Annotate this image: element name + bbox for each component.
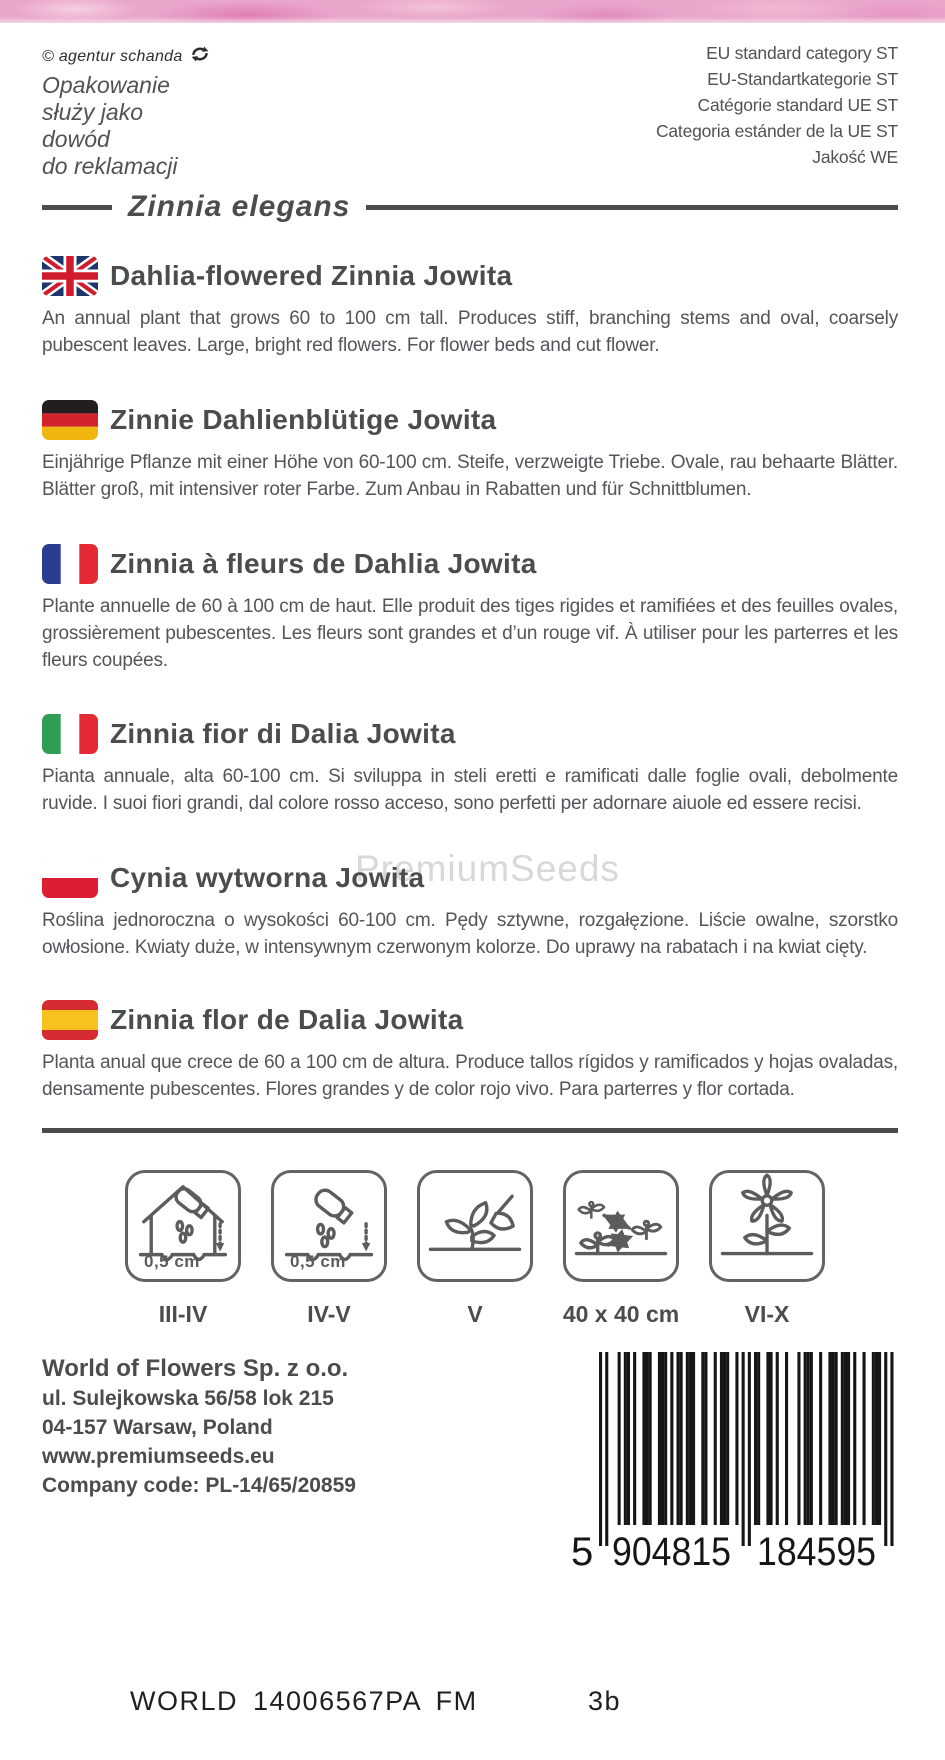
- producer-city: 04-157 Warsaw, Poland: [42, 1416, 273, 1439]
- section-title: Zinnia à fleurs de Dahlia Jowita: [110, 548, 537, 579]
- italy-flag-icon: [42, 714, 98, 754]
- section-description: Pianta annuale, alta 60-100 cm. Si sviluppa in steli eretti e ramificati dalle foglie ovali, debolmente ruvide. I suoi fiori grandi, dal colore rosso acceso, sono perfetti per adornare aiuole ed essere recisi.: [42, 766, 898, 814]
- section-italian-header: [42, 714, 898, 754]
- packaging-note-line: służy jako: [42, 99, 143, 125]
- producer-company-code: Company code: PL-14/65/20859: [42, 1474, 356, 1497]
- uk-flag-icon: [42, 256, 98, 296]
- section-italian: [42, 714, 898, 817]
- producer-website: www.premiumseeds.eu: [42, 1445, 275, 1468]
- pictogram-flowering: [709, 1170, 825, 1282]
- pictogram-label-sow-indoors: III-IV: [158, 1301, 208, 1327]
- species-title-row: [42, 190, 898, 224]
- section-title: Zinnia flor de Dalia Jowita: [110, 1004, 464, 1035]
- section-title: Dahlia-flowered Zinnia Jowita: [110, 260, 513, 291]
- section-title: Cynia wytworna Jowita: [110, 862, 425, 893]
- section-description: Planta anual que crece de 60 a 100 cm de altura. Produce tallos rígidos y ramificados y hojas ovaladas, densamente pubescentes. Flores grandes y de color rojo vivo. Para parterres y flor cortada.: [42, 1052, 898, 1100]
- sowing-depth-label: 0,5 cm: [290, 1252, 346, 1271]
- packaging-note-line: dowód: [42, 126, 110, 152]
- plant-out-icon: [420, 1173, 530, 1279]
- section-spanish: [42, 1000, 898, 1103]
- svg-text:904815: 904815: [612, 1530, 731, 1574]
- spain-flag-icon: [42, 1000, 98, 1040]
- premiumseeds-watermark: PremiumSeeds: [355, 848, 620, 889]
- plant-spacing-icon: [566, 1173, 676, 1279]
- pictogram-sow-outdoors: [271, 1170, 387, 1282]
- france-flag-icon: [42, 544, 98, 584]
- pictogram-label-plant-out: V: [467, 1301, 483, 1327]
- section-polish-header: [42, 858, 898, 898]
- section-description: An annual plant that grows 60 to 100 cm tall. Produces stiff, branching stems and oval, coarsely pubescent leaves. Large, bright red flowers. For flower beds and cut flower.: [42, 308, 898, 356]
- producer-name: World of Flowers Sp. z o.o.: [42, 1355, 349, 1382]
- eu-category-line: EU-Standartkategorie ST: [707, 69, 898, 89]
- section-description: Einjährige Pflanze mit einer Höhe von 60-100 cm. Steife, verzweigte Triebe. Ovale, rau behaarte Blätter. Blätter groß, mit intensiver roter Farbe. Zum Anbau in Rabatten und für Schnittblumen.: [42, 452, 898, 500]
- section-german: [42, 400, 898, 503]
- sowing-depth-label: 0,5 cm: [144, 1252, 200, 1271]
- eu-category-line: Catégorie standard UE ST: [697, 95, 898, 115]
- germany-flag-icon: [42, 400, 98, 440]
- eu-category-line: EU standard category ST: [706, 43, 898, 63]
- section-french-header: [42, 544, 898, 584]
- pictogram-plant-spacing: [563, 1170, 679, 1282]
- copyright-text: © agentur schanda: [42, 47, 183, 65]
- pictogram-label-sow-outdoors: IV-V: [307, 1301, 351, 1327]
- section-description: Roślina jednoroczna o wysokości 60-100 cm. Pędy sztywne, rozgałęzione. Liście owalne, szorstko owłosione. Kwiaty duże, w intensywnym czerwonym kolorze. Do uprawy na rabatach i na kwiat cięty.: [42, 910, 898, 958]
- section-description: Plante annuelle de 60 à 100 cm de haut. Elle produit des tiges rigides et ramifiées et des feuilles ovales, grossièrement pubescentes. Les fleurs sont grandes et d’un rouge vif. À utiliser pour les parterres et les fleurs coupées.: [42, 596, 898, 671]
- eu-category-line: Jakość WE: [812, 147, 898, 167]
- section-german-header: [42, 400, 898, 440]
- pictogram-plant-out: [417, 1170, 533, 1282]
- svg-text:184595: 184595: [757, 1530, 876, 1574]
- section-spanish-header: [42, 1000, 898, 1040]
- section-english-header: [42, 256, 898, 296]
- pictogram-label-spacing: 40 x 40 cm: [562, 1301, 680, 1327]
- pictogram-sow-indoors: [125, 1170, 241, 1282]
- packaging-claim-note: [42, 72, 178, 180]
- producer-block: [42, 1354, 356, 1500]
- decorative-top-strip: [0, 0, 945, 23]
- svg-text:5: 5: [571, 1530, 594, 1574]
- print-code-left: WORLD 14006567PA FM: [130, 1686, 478, 1716]
- title-rule-left: [42, 205, 112, 210]
- producer-street: ul. Sulejkowska 56/58 lok 215: [42, 1387, 334, 1410]
- eu-category-note: [656, 40, 898, 170]
- copyright-note: [42, 44, 210, 69]
- eu-category-line: Categoria estánder de la UE ST: [655, 121, 898, 141]
- species-title: Zinnia elegans: [128, 190, 351, 223]
- section-divider: [42, 1128, 898, 1133]
- print-code-right: 3b: [588, 1686, 622, 1716]
- section-title: Zinnia fior di Dalia Jowita: [110, 718, 456, 749]
- section-title: Zinnie Dahlienblütige Jowita: [110, 404, 497, 435]
- packaging-note-line: Opakowanie: [42, 72, 170, 98]
- pictogram-label-flowering: VI-X: [744, 1301, 790, 1327]
- poland-flag-icon: [42, 858, 98, 898]
- section-english: [42, 256, 898, 359]
- ean13-barcode: [571, 1352, 894, 1574]
- section-polish: [42, 858, 898, 961]
- flowering-icon: [712, 1173, 822, 1279]
- ean13-barcode-svg: [571, 1352, 894, 1574]
- title-rule-right: [366, 205, 898, 210]
- packaging-note-line: do reklamacji: [42, 153, 178, 179]
- recycle-swoosh-icon: [190, 44, 210, 69]
- section-french: [42, 544, 898, 674]
